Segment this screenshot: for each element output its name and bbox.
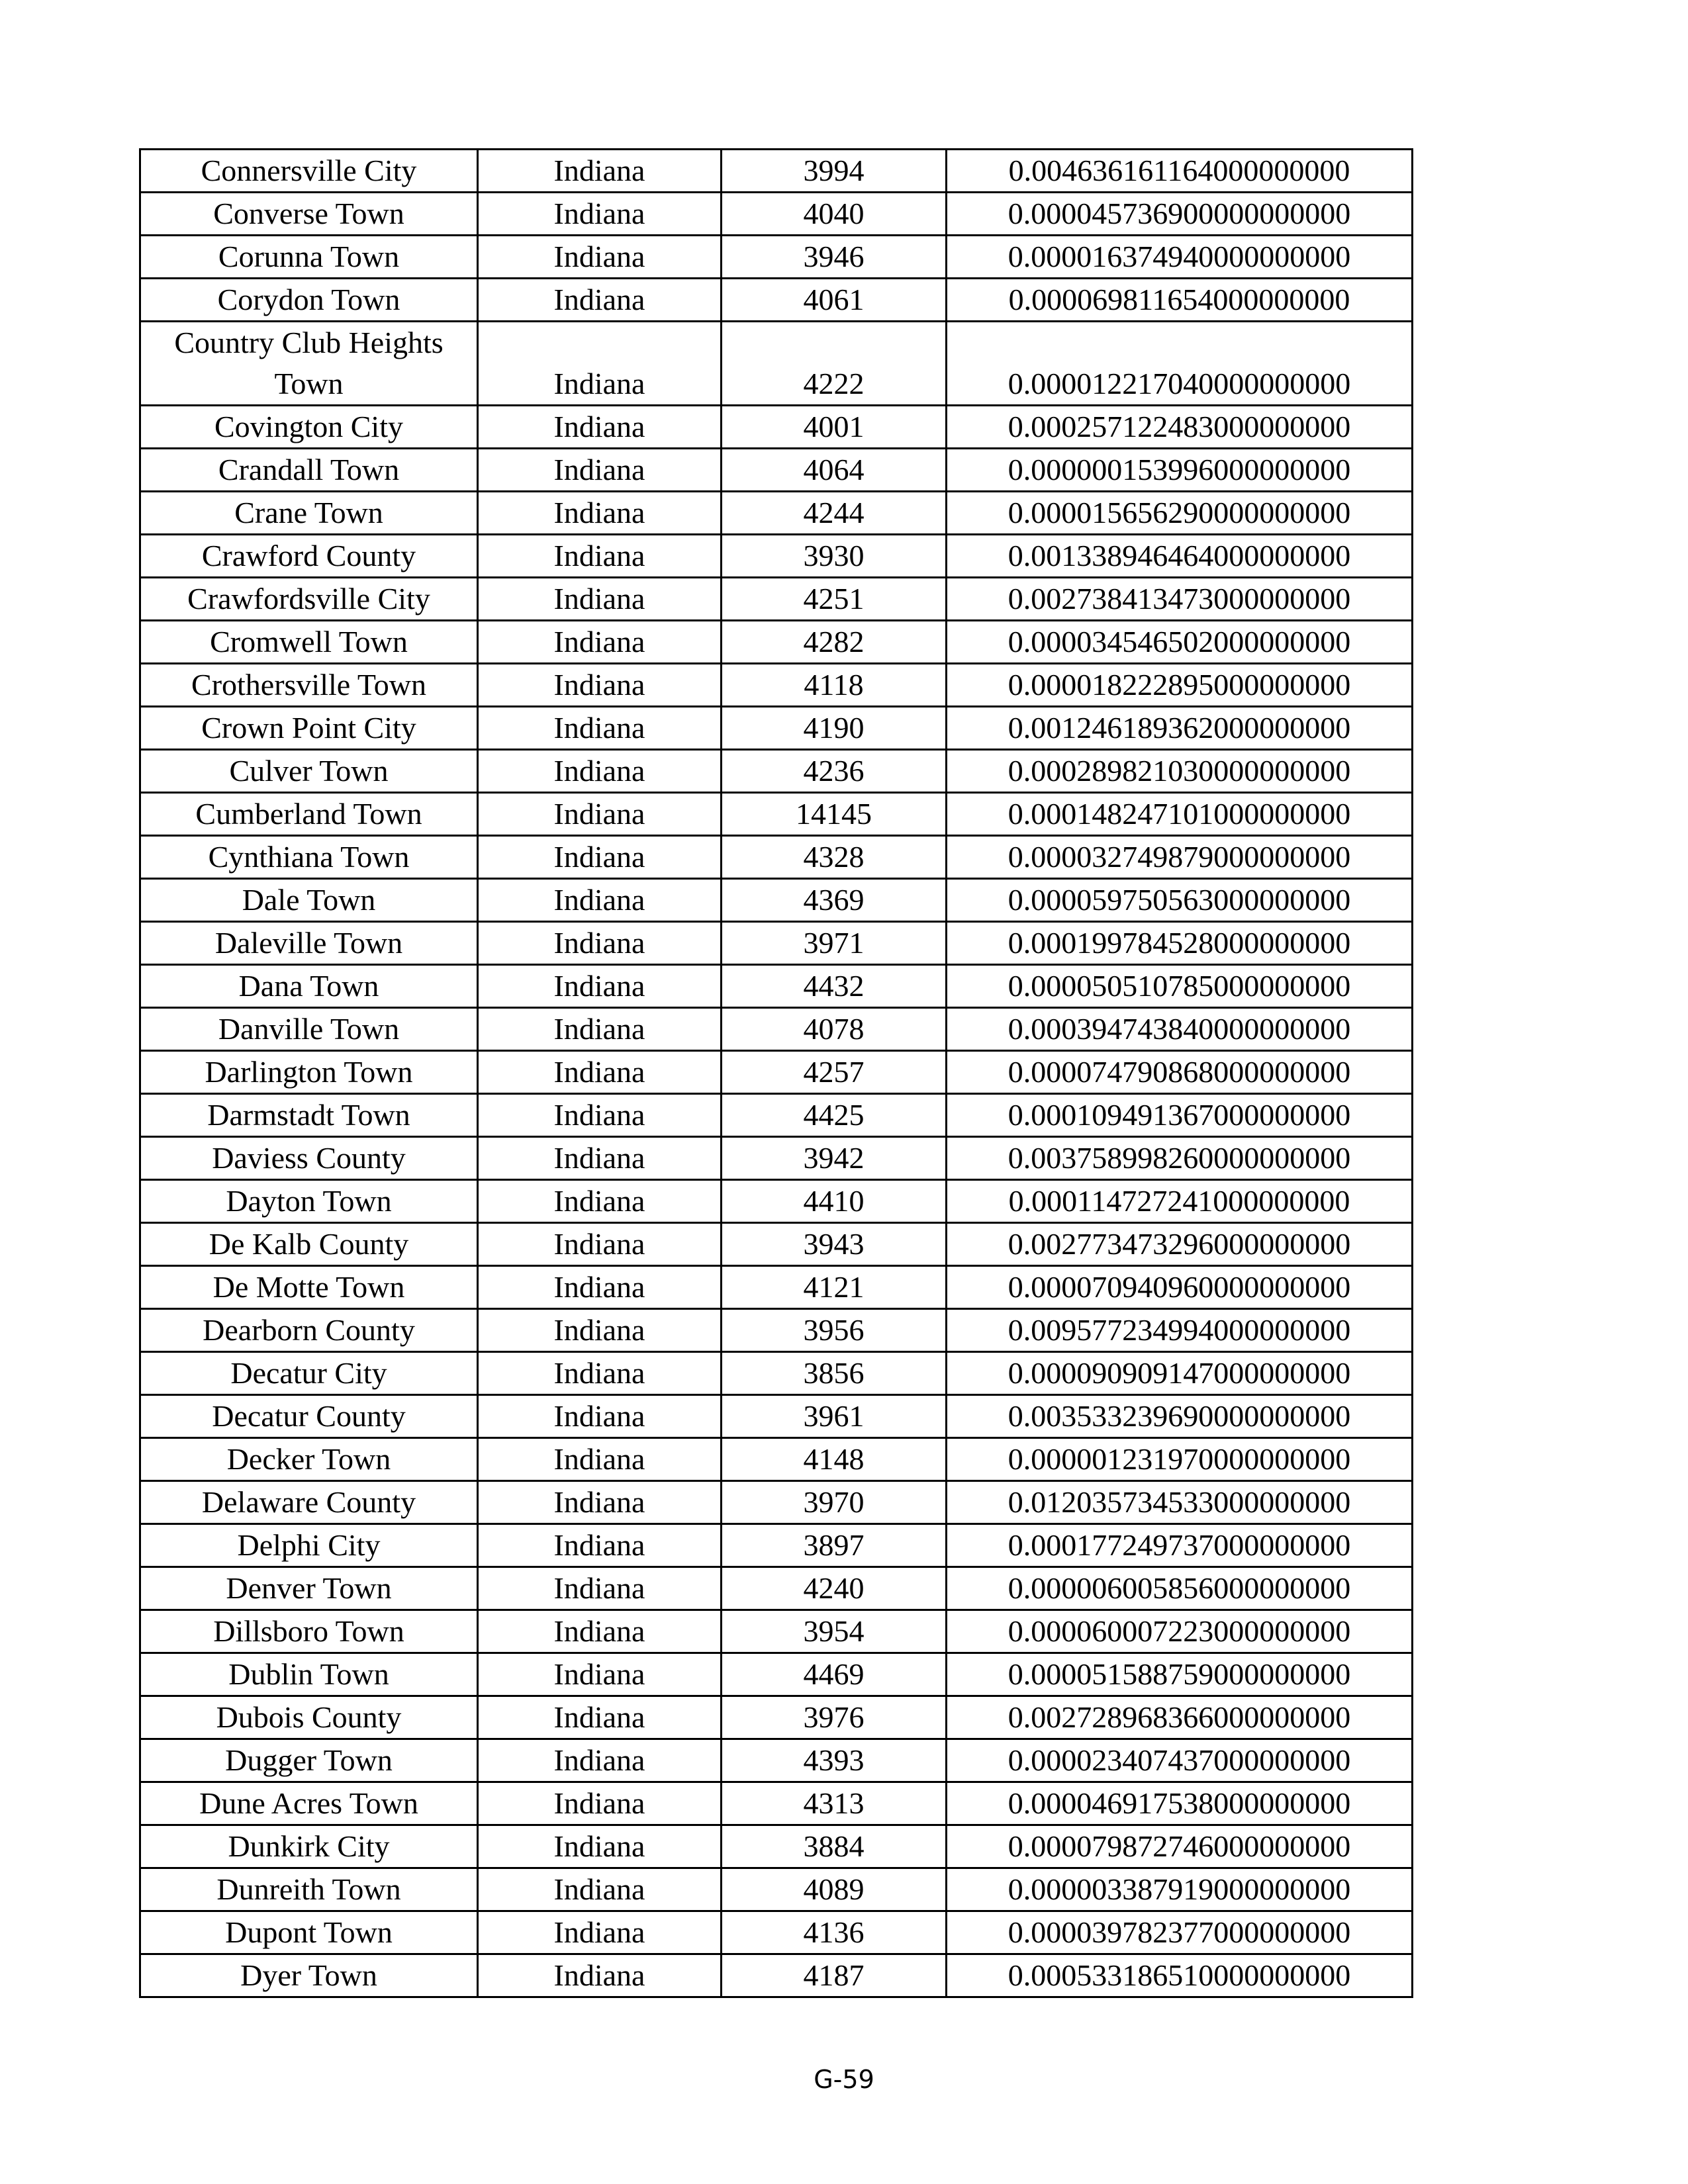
state-cell: Indiana [478,492,722,535]
code-cell: 4432 [722,965,947,1008]
state-cell: Indiana [478,1524,722,1567]
state-cell: Indiana [478,449,722,492]
value-cell: 0.012035734533000000000 [947,1481,1413,1524]
value-cell: 0.000059750563000000000 [947,879,1413,922]
value-cell: 0.000533186510000000000 [947,1954,1413,1997]
value-cell: 0.000018222895000000000 [947,664,1413,707]
state-cell: Indiana [478,1352,722,1395]
name-cell: Dale Town [140,879,478,922]
name-cell: Dana Town [140,965,478,1008]
table-row [140,193,1413,236]
table-row [140,1524,1413,1567]
state-cell: Indiana [478,578,722,621]
state-cell: Indiana [478,150,722,193]
name-cell: Crothersville Town [140,664,478,707]
code-cell: 3930 [722,535,947,578]
table-row [140,1481,1413,1524]
table-row [140,1094,1413,1137]
code-cell: 4001 [722,406,947,449]
value-cell: 0.000034546502000000000 [947,621,1413,664]
name-cell: Connersville City [140,150,478,193]
page-number: G-59 [814,2065,874,2094]
state-cell: Indiana [478,793,722,836]
name-cell: Dayton Town [140,1180,478,1223]
state-cell: Indiana [478,1653,722,1696]
code-cell: 4121 [722,1266,947,1309]
name-cell: Cromwell Town [140,621,478,664]
code-cell: 3971 [722,922,947,965]
value-cell: 0.000289821030000000000 [947,750,1413,793]
value-cell: 0.002728968366000000000 [947,1696,1413,1739]
name-cell: Dunkirk City [140,1825,478,1868]
code-cell: 4222 [722,322,947,406]
code-cell: 4078 [722,1008,947,1051]
name-cell: Dyer Town [140,1954,478,1997]
value-cell: 0.000114727241000000000 [947,1180,1413,1223]
value-cell: 0.000000153996000000000 [947,449,1413,492]
name-cell: Dune Acres Town [140,1782,478,1825]
value-cell: 0.000060007223000000000 [947,1610,1413,1653]
name-cell: Crane Town [140,492,478,535]
data-table [139,148,1413,1998]
value-cell: 0.003533239690000000000 [947,1395,1413,1438]
value-cell: 0.000394743840000000000 [947,1008,1413,1051]
table-row [140,322,1413,406]
table-row [140,1309,1413,1352]
state-cell: Indiana [478,1223,722,1266]
name-cell: Delaware County [140,1481,478,1524]
table-row [140,535,1413,578]
name-cell: Denver Town [140,1567,478,1610]
value-cell: 0.003758998260000000000 [947,1137,1413,1180]
state-cell: Indiana [478,1610,722,1653]
code-cell: 4136 [722,1911,947,1954]
state-cell: Indiana [478,193,722,236]
name-cell: Dupont Town [140,1911,478,1954]
value-cell: 0.000006005856000000000 [947,1567,1413,1610]
name-cell: Decatur County [140,1395,478,1438]
code-cell: 4369 [722,879,947,922]
name-cell: Cumberland Town [140,793,478,836]
table-row [140,922,1413,965]
table-row [140,1008,1413,1051]
value-cell: 0.000046917538000000000 [947,1782,1413,1825]
code-cell: 4328 [722,836,947,879]
state-cell: Indiana [478,1868,722,1911]
state-cell: Indiana [478,1309,722,1352]
value-cell: 0.000015656290000000000 [947,492,1413,535]
code-cell: 3956 [722,1309,947,1352]
code-cell: 4313 [722,1782,947,1825]
code-cell: 4251 [722,578,947,621]
value-cell: 0.000090909147000000000 [947,1352,1413,1395]
name-cell: Covington City [140,406,478,449]
state-cell: Indiana [478,1008,722,1051]
state-cell: Indiana [478,535,722,578]
value-cell: 0.000199784528000000000 [947,922,1413,965]
code-cell: 4410 [722,1180,947,1223]
value-cell: 0.000079872746000000000 [947,1825,1413,1868]
state-cell: Indiana [478,1438,722,1481]
state-cell: Indiana [478,1696,722,1739]
state-cell: Indiana [478,879,722,922]
name-cell: Dearborn County [140,1309,478,1352]
name-cell: Dugger Town [140,1739,478,1782]
table-row [140,1266,1413,1309]
name-cell: Darlington Town [140,1051,478,1094]
code-cell: 4257 [722,1051,947,1094]
code-cell: 3976 [722,1696,947,1739]
name-cell: Cynthiana Town [140,836,478,879]
code-cell: 3994 [722,150,947,193]
code-cell: 4089 [722,1868,947,1911]
table-row [140,1911,1413,1954]
value-cell: 0.000003387919000000000 [947,1868,1413,1911]
state-cell: Indiana [478,1567,722,1610]
value-cell: 0.000148247101000000000 [947,793,1413,836]
table-row [140,279,1413,322]
table-row [140,1825,1413,1868]
name-cell: Crown Point City [140,707,478,750]
code-cell: 4061 [722,279,947,322]
table-row [140,449,1413,492]
name-cell: Danville Town [140,1008,478,1051]
name-cell: Darmstadt Town [140,1094,478,1137]
value-cell: 0.000050510785000000000 [947,965,1413,1008]
state-cell: Indiana [478,621,722,664]
value-cell: 0.009577234994000000000 [947,1309,1413,1352]
value-cell: 0.000012217040000000000 [947,322,1413,406]
table-row [140,1438,1413,1481]
name-cell: Crawford County [140,535,478,578]
state-cell: Indiana [478,1739,722,1782]
table-row [140,1395,1413,1438]
value-cell: 0.000045736900000000000 [947,193,1413,236]
state-cell: Indiana [478,707,722,750]
code-cell: 4148 [722,1438,947,1481]
value-cell: 0.000032749879000000000 [947,836,1413,879]
table-row [140,793,1413,836]
name-cell: Crawfordsville City [140,578,478,621]
table-row [140,1739,1413,1782]
code-cell: 4118 [722,664,947,707]
value-cell: 0.000257122483000000000 [947,406,1413,449]
state-cell: Indiana [478,1395,722,1438]
table-row [140,1782,1413,1825]
state-cell: Indiana [478,1180,722,1223]
name-cell: De Motte Town [140,1266,478,1309]
code-cell: 14145 [722,793,947,836]
value-cell: 0.000070940960000000000 [947,1266,1413,1309]
value-cell: 0.000023407437000000000 [947,1739,1413,1782]
name-cell: Daviess County [140,1137,478,1180]
table-row [140,621,1413,664]
table-row [140,150,1413,193]
state-cell: Indiana [478,1782,722,1825]
table-row [140,1352,1413,1395]
table-row [140,664,1413,707]
name-cell: Dillsboro Town [140,1610,478,1653]
value-cell: 0.000069811654000000000 [947,279,1413,322]
code-cell: 4064 [722,449,947,492]
state-cell: Indiana [478,836,722,879]
name-cell: Country Club Heights Town [140,322,478,406]
name-cell: Culver Town [140,750,478,793]
code-cell: 3954 [722,1610,947,1653]
code-cell: 3946 [722,236,947,279]
table-row [140,707,1413,750]
value-cell: 0.000051588759000000000 [947,1653,1413,1696]
table-row [140,965,1413,1008]
table-row [140,1223,1413,1266]
name-cell: Decker Town [140,1438,478,1481]
table-body [140,150,1413,1997]
name-cell: Corunna Town [140,236,478,279]
name-cell: Dunreith Town [140,1868,478,1911]
code-cell: 4282 [722,621,947,664]
value-cell: 0.000039782377000000000 [947,1911,1413,1954]
name-cell: Dubois County [140,1696,478,1739]
value-cell: 0.001338946464000000000 [947,535,1413,578]
code-cell: 3884 [722,1825,947,1868]
state-cell: Indiana [478,1911,722,1954]
table-row [140,1137,1413,1180]
code-cell: 4469 [722,1653,947,1696]
table-row [140,1653,1413,1696]
name-cell: Daleville Town [140,922,478,965]
name-cell: Corydon Town [140,279,478,322]
name-cell: De Kalb County [140,1223,478,1266]
table-row [140,406,1413,449]
state-cell: Indiana [478,1825,722,1868]
state-cell: Indiana [478,236,722,279]
value-cell: 0.000016374940000000000 [947,236,1413,279]
value-cell: 0.002773473296000000000 [947,1223,1413,1266]
table-row [140,236,1413,279]
table-row [140,836,1413,879]
state-cell: Indiana [478,1481,722,1524]
code-cell: 3961 [722,1395,947,1438]
code-cell: 4425 [722,1094,947,1137]
state-cell: Indiana [478,1954,722,1997]
code-cell: 4190 [722,707,947,750]
table-row [140,492,1413,535]
state-cell: Indiana [478,406,722,449]
name-cell: Converse Town [140,193,478,236]
state-cell: Indiana [478,1137,722,1180]
name-cell: Crandall Town [140,449,478,492]
table-row [140,1567,1413,1610]
state-cell: Indiana [478,965,722,1008]
value-cell: 0.000109491367000000000 [947,1094,1413,1137]
value-cell: 0.000177249737000000000 [947,1524,1413,1567]
table-row [140,1868,1413,1911]
table-row [140,1696,1413,1739]
table-row [140,1954,1413,1997]
table-row [140,1610,1413,1653]
code-cell: 3970 [722,1481,947,1524]
value-cell: 0.004636161164000000000 [947,150,1413,193]
state-cell: Indiana [478,279,722,322]
code-cell: 3943 [722,1223,947,1266]
table-row [140,879,1413,922]
code-cell: 3897 [722,1524,947,1567]
state-cell: Indiana [478,1051,722,1094]
code-cell: 4393 [722,1739,947,1782]
state-cell: Indiana [478,750,722,793]
table-row [140,750,1413,793]
name-cell: Dublin Town [140,1653,478,1696]
state-cell: Indiana [478,922,722,965]
code-cell: 4240 [722,1567,947,1610]
code-cell: 4040 [722,193,947,236]
value-cell: 0.000001231970000000000 [947,1438,1413,1481]
value-cell: 0.000074790868000000000 [947,1051,1413,1094]
value-cell: 0.001246189362000000000 [947,707,1413,750]
state-cell: Indiana [478,664,722,707]
table-row [140,578,1413,621]
code-cell: 4236 [722,750,947,793]
name-cell: Decatur City [140,1352,478,1395]
code-cell: 4187 [722,1954,947,1997]
value-cell: 0.002738413473000000000 [947,578,1413,621]
table-row [140,1051,1413,1094]
state-cell: Indiana [478,1266,722,1309]
code-cell: 3856 [722,1352,947,1395]
name-cell: Delphi City [140,1524,478,1567]
code-cell: 4244 [722,492,947,535]
state-cell: Indiana [478,1094,722,1137]
state-cell: Indiana [478,322,722,406]
table-row [140,1180,1413,1223]
code-cell: 3942 [722,1137,947,1180]
